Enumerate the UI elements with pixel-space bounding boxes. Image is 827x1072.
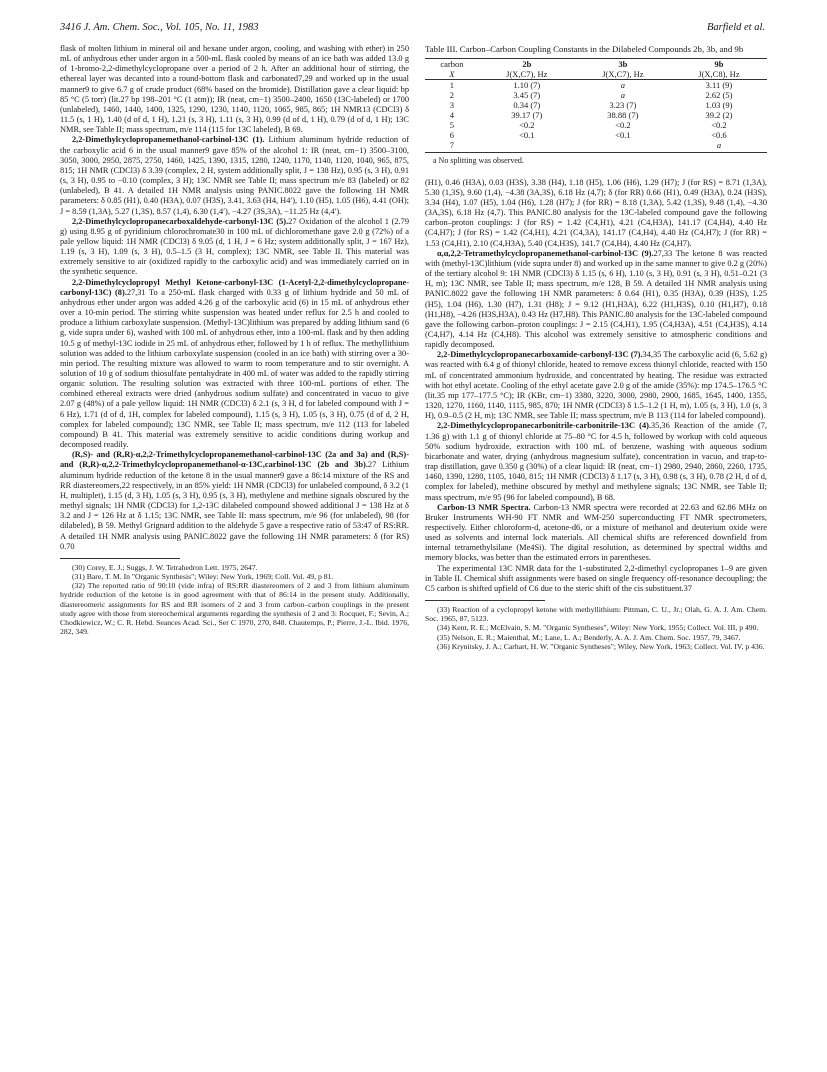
- table-header-cell: J(X,C8), Hz: [671, 69, 767, 80]
- paragraph-text: 27 Oxidation of the alcohol 1 (2.79 g) using 8.95 g of pyridinium chlorochromate30 in 100 mL of dichloromethane gave 2.0 g (72%) of a pale yellow liquid: 1H NMR (CDCl3) δ 9.05 (d, 1 H, J = 6 Hz; system additionally split, J = 167 Hz), 1.19 (s, 3 H), 1.09 (s, 3 H), 0.5–1.5 (3 H, complex); 13C NMR, see Table II. This material was extremely sensitive to air (oxidized rapidly to the carboxylic acid) and was immediately carried on in the synthetic sequence.: [60, 216, 409, 277]
- paragraph: [425, 421, 767, 502]
- table-cell: 38.88 (7): [607, 109, 639, 120]
- table-header-cell: 9b: [671, 58, 767, 69]
- table-cell: a: [620, 79, 625, 90]
- footnote-divider: [425, 600, 545, 601]
- section-heading: 2,2-Dimethylcyclopropyl Methyl Ketone-carbonyl-13C (1-Acetyl-2,2-dimethylcyclopropane-carbonyl-13C) (8).: [60, 277, 409, 297]
- table-cell: a: [620, 89, 625, 100]
- table-row: [425, 100, 767, 110]
- footnote-divider: [60, 558, 180, 559]
- table-cell: 1.10 (7): [513, 79, 541, 90]
- section-heading: 2,2-Dimethylcyclopropanecarbonitrile-carbonitrile-13C (4).: [437, 421, 651, 431]
- paragraph: [425, 178, 767, 249]
- section-heading: α,α,2,2-Tetramethylcyclopropanemethanol-carbinol-13C (9).: [437, 248, 654, 258]
- section-heading: 2,2-Dimethylcyclopropanecarboxaldehyde-carbonyl-13C (5).: [72, 216, 289, 226]
- paragraph: [60, 217, 409, 278]
- table-cell: 3.23 (7): [609, 99, 637, 110]
- table-row: [425, 79, 767, 90]
- paragraph: [425, 350, 767, 421]
- table-cell: <0.6: [711, 129, 727, 140]
- table-cell: 1.03 (9): [705, 99, 733, 110]
- table-cell: <0.1: [615, 129, 631, 140]
- table-cell: 2.62 (5): [705, 89, 733, 100]
- paragraph: [60, 278, 409, 451]
- table-cell: 3.11 (9): [705, 79, 733, 90]
- table-cell: 1: [449, 79, 455, 90]
- table-cell: 4: [449, 109, 455, 120]
- footnote: (33) Reaction of a cyclopropyl ketone with methyllithium: Pittman, C. U., Jr.; Olah, G. A. J. Am. Chem. Soc. 1965, 87, 5123.: [425, 605, 767, 624]
- table-header-row: [425, 58, 767, 69]
- table-cell: <0.2: [519, 119, 535, 130]
- footnote: (34) Kent, R. E.; McElvain, S. M. "Organic Syntheses", Wiley: New York, 1955; Collect. Vol. III, p 490.: [437, 623, 759, 633]
- paragraph: [60, 44, 409, 135]
- footnote: (32) The reported ratio of 90:10 (vide infra) of RS:RR diastereomers of 2 and 3 from lithium aluminum hydride reduction of the ketone is in good agreement with that of 86:14 in the present study. Additionally, diastereomeric assignments for RS and RR isomers of 2 and 3 from carbon–carbon couplings in the present study agree with those from stereochemical arguments regarding the synthesis of 2 and 3: Rocquet, F.; Sevin, A.; Chodkiewicz, W.; C. R. Hebd. Seances Acad. Sci., Ser C 1970, 270, 848. Chautemps, P.; Pierre, J.-L. Ibid. 1976, 282, 349.: [60, 581, 409, 637]
- table-header-row: [425, 69, 767, 80]
- table-cell: <0.2: [615, 119, 631, 130]
- paragraph-text: flask of molten lithium in mineral oil and hexane under argon, cooling, and washing with ether) in 250 mL of anhydrous ether under argon in a 500-mL flask cooled by means of an ice bath was added 13.0 g of 1-bromo-2,2-dimethylcyclopropane over a period of 2 h. After an additional hour of stirring, the ethereal layer was decanted into a round-bottom flask and carbonated7,29 and worked up in the usual manner9 to give 6.7 g of crude product (68% based on the bromide). Distillation gave a clear liquid: bp 85 °C (5 torr) (lit.27 bp 198–201 °C (1 atm)); IR (neat, cm−1) 3500–2400, 1650 (13C-labeled) or 1700 (unlabeled), 1460, 1440, 1400, 1325, 1290, 1230, 1140, 1120, 1065, 985, 865; 1H NMR13 (CDCl3) δ 11.5 (s, 1 H), 1.40 (d of d, 1 H), 1.21 (s, 3 H), 1.11 (s, 3 H), 0.99 (d of d, 1 H), 0.79 (d of d, 1 H); 13C NMR, see Table II; mass spectrum, m/e 114 (115 for 13C labeled), B 69.: [60, 44, 409, 135]
- paragraph-text: 34,35 The carboxylic acid (6, 5.62 g) was reacted with 6.4 g of thionyl chloride, heated to remove excess thionyl chloride, reacted with 150 mL of concentrated ammonium hydroxide, and concentrated by heating. The residue was extracted with hot ethyl acetate. Cooling of the ethyl acetate gave 2.0 g of the amide (35%): mp 174.5–176.5 °C (lit.35 mp 177–177.5 °C); IR (KBr, cm−1) 3380, 3220, 3000, 2980, 2900, 1685, 1645, 1400, 1355, 1320, 1270, 1160, 1140, 1115, 985, 870; 1H NMR (CDCl3) δ 1.5–1.2 (1 H, m), 1.05 (s, 3 H), 1.0 (s, 3 H), 0.9–0.5 (2 H, m); 13C NMR, see Table II; mass spectrum, m/e B 113 (114 for labeled compound).: [425, 350, 767, 421]
- table-header-cell: carbon: [425, 58, 479, 69]
- paragraph-text: Lithium aluminum hydride reduction of the carboxylic acid 6 in the usual manner9 gave 85% of the alcohol 1: IR (neat, cm−1) 3500–3100, 3050, 3000, 2950, 2875, 2750, 1460, 1425, 1390, 1315, 1280, 1240, 1170, 1140, 1120, 1040, 965, 875, 815; 1H NMR (CDCl3) δ 3.39 (complex, 2 H, system additionally split, J = 138 Hz), 0.95 (s, 3 H), 0.91 (s, 3 H), 0.95 to −0.10 (complex, 3 H); 13C NMR see Table II; mass spectrum m/e 83 (labeled) or 82 (unlabeled), B 41. A detailed 1H NMR analysis using PANIC.8022 gave the following 1H NMR parameters: δ 0.85 (H1), 0.40 (H3A), 0.07 (H3S), 3.41, 3.63 (H4, H4′), 1.10 (H5), 1.05 (H6), 4.41 (OH); J = 8.59 (1,3A), 5.27 (1,3S), 8.57 (1,4), 6.30 (1,4′), −4.27 (3S,3A), −11.25 Hz (4,4′).: [60, 135, 410, 216]
- table-row: [425, 130, 767, 140]
- table-header-cell: 3b: [575, 58, 671, 69]
- section-heading: 2,2-Dimethylcyclopropanecarboxamide-carbonyl-13C (7).: [437, 350, 643, 360]
- section-heading: (R,S)- and (R,R)-α,2,2-Trimethylcyclopropanemethanol-carbinol-13C (2a and 3a) and (R,S)- and (R,R)-α,2,2-Trimethylcyclopropanemethanol-α-13C,carbinol-13C (2b and 3b).: [60, 450, 409, 470]
- table-cell: 6: [449, 129, 455, 140]
- paragraph: [60, 450, 409, 552]
- table-caption: Table III. Carbon–Carbon Coupling Constants in the Dilabeled Compounds 2b, 3b, and 9b: [425, 44, 744, 54]
- table-header-cell: J(X,C7), Hz: [479, 69, 575, 80]
- paragraph: [425, 564, 767, 594]
- table-row: [425, 110, 767, 120]
- paragraph: [60, 135, 409, 216]
- footnote: (36) Krynitsky, J. A.; Carhart, H. W. "Organic Syntheses"; Wiley, New York, 1963; Collect. Vol. IV, p 436.: [437, 641, 765, 651]
- table-cell: 39.2 (2): [705, 109, 733, 120]
- left-column: [60, 44, 409, 636]
- table-cell: a: [671, 140, 767, 153]
- running-header-right: Barfield et al.: [706, 22, 765, 33]
- spacer: [425, 166, 767, 178]
- table-row: [425, 90, 767, 100]
- paragraph-text: 27,33 The ketone 8 was reacted with (methyl-13C)lithium (vide supra under 8) and worked up in the same manner to give 0.2 g (20%) of the tertiary alcohol 9: 1H NMR (CDCl3) δ 1.15 (s, 6 H), 1.10 (s, 3 H), 0.91 (s, 3 H), 0.51–0.21 (3 H, m); 13C NMR, see Table II; mass spectrum, m/e 128, B 59. A detailed 1H NMR analysis using PANIC.8022 gave the following 1H NMR parameters: δ 0.64 (H1), 0.35 (H3A), 0.39 (H3S), 1.25 (H5), 1.04 (H6), 1.30 (H7), 1.31 (H8); J = 9.12 (H1,H3A), 6.22 (H1,H3S), 0.10 (H1,H7), 0.18 (H1,H8), −4.26 (H3S,H3A), 0.43 Hz (H7,H8). This PANIC.80 analysis for the 13C-labeled compound gave the following carbon–proton couplings: J = 2.15 (C4,H1), 1.95 (C4,H3A), 4.51 (C4,H3S), 4.14 (C4,H7), 4.14 Hz (C4,H8). This alcohol was extremely sensitive to atmospheric conditions and rapidly decomposed.: [425, 248, 767, 350]
- table-cell: <0.1: [519, 129, 535, 140]
- paragraph: [425, 503, 767, 564]
- running-header-left: 3416 J. Am. Chem. Soc., Vol. 105, No. 11, 1983: [60, 22, 259, 33]
- coupling-constants-table: [425, 58, 767, 153]
- table-cell: 39.17 (7): [511, 109, 543, 120]
- footnote: (35) Nelson, E. R.; Maienthal, M.; Lane, L. A.; Benderly, A. A. J. Am. Chem. Soc. 1957, 79, 3467.: [437, 632, 741, 642]
- table-cell: 5: [449, 119, 455, 130]
- footnote: (31) Bare, T. M. In "Organic Synthesis"; Wiley: New York, 1969; Coll. Vol. 49, p 81.: [72, 572, 334, 582]
- table-cell: <0.2: [711, 119, 727, 130]
- footnote: (30) Corey, E. J.; Suggs, J. W. Tetrahedron Lett. 1975, 2647.: [72, 562, 258, 572]
- paragraph-text: 27,31 To a 250-mL flask charged with 0.33 g of lithium hydride and 50 mL of anhydrous ether under argon was added 4.26 g of the carboxylic acid (6) in 15 mL of anhydrous ether over a 10-min period. The stirring white suspension was heated under reflux for 2.5 h and cooled to produce a lithium carboxylate suspension. (Methyl-13C)lithium was prepared by adding lithium sand (6 g, vide supra under 6), washed with 100 mL of anhydrous ether, into a 100-mL flask and by then adding 10.5 g of methyl-13C iodide in 25 mL of anhydrous ether, followed by 1 h of reflux. The methyllithium solution was added to the lithium carboxylate suspension (cooled in an ice bath) with stirring over a 30-min period. The resulting mixture was allowed to warm to room temperature and to stir overnight. A solution of 10 g of sodium thiosulfate pentahydrate in 400 mL of water was added to the rapidly stirring organic solution. The resulting solution was extracted with three 100-mL portions of ether. The combined ethereal extracts were dried (anhydrous sodium sulfate) and concentrated in vacuo to give 2.07 g (48%) of a pale yellow liquid: 1H NMR (CDCl3) δ 2.1 (s, 3 H, d for labeled compound with J = 6 Hz), 1.71 (d of d, 1H, complex for labeled compound), 1.15 (s, 3 H), 1.05 (s, 3 H), 0.75 (d of d, 2 H, complex for labeled compound); 13C NMR, see Table II; mass spectrum, m/e 112 (113 for labeled compound) B 41. This material was extremely sensitive to acidic conditions during workup and decomposed readily.: [60, 287, 409, 450]
- paragraph-text: Carbon-13 NMR spectra were recorded at 22.63 and 62.86 MHz on Bruker Instruments WH-90 FT NMR and WM-250 superconducting FT NMR spectrometers, respectively. Either chloroform-d, acetone-d6, or a mixture of methanol and deuterium oxide were used as solvents and internal lock materials. All chemical shifts are referenced downfield from internal tetramethylsilane (Me4Si). The digital resolution, as determined by spectral widths and memory blocks, was better than the estimated errors in parentheses.: [425, 502, 767, 563]
- table-cell: [479, 140, 575, 153]
- paragraph: [425, 249, 767, 351]
- table-footnote: a No splitting was observed.: [433, 155, 524, 165]
- table-row: [425, 120, 767, 130]
- paragraph-text: The experimental 13C NMR data for the 1-substituted 2,2-dimethyl cyclopropanes 1–9 are given in Table II. Chemical shift assignments were based on single frequency off-resonance decoupling; the C5 carbon is shifted upfield of C6 due to the steric shift of the cis substituent.37: [425, 563, 767, 593]
- right-column: [425, 44, 767, 651]
- table-cell: 3: [449, 99, 455, 110]
- paragraph-text: (H1), 0.46 (H3A), 0.03 (H3S), 3.38 (H4), 1.18 (H5), 1.06 (H6), 1.29 (H7); J (for RS) = 8.71 (1,3A), 5.30 (1,3S), 9.60 (1,4), −4.38 (3A,3S), 6.18 Hz (4,7); δ (for RR) 0.66 (H1), 0.49 (H3A), 0.24 (H3S), 3.34 (H4), 1.07 (H5), 1.04 (H6), 1.28 (H7); J (for RR) = 8.18 (1,3A), 5.42 (1,3S), 9.48 (1,4), −4.30 (3A,3S), 6.18 Hz (4,7). This PANIC.80 analysis for the 13C-labeled compound gave the following carbon–proton couplings: J (for RS) = 1.42 (C4,H1), 4.21 (C4,H3A), 141.17 (C4,H4), 4.40 Hz (C4,H7); J (for RS) = 1.42 (C4,H1), 4.21 (C4,3A), 141.17 (C4,H4), 4.40 Hz (C4,H7); J (for RR) = 1.53 (C4,H1), 2.10 (C4,H3A), 5.40 (C4,H3S), 141.7 (C4,H4), 4.40 Hz (C4,H7).: [425, 177, 767, 248]
- table-header-cell: X: [425, 69, 479, 80]
- table-row: [425, 140, 767, 153]
- table-cell: 3.45 (7): [513, 89, 541, 100]
- table-cell: 7: [425, 140, 479, 153]
- table-cell: 2: [449, 89, 455, 100]
- paragraph-text: 27 Lithium aluminum hydride reduction of the ketone 8 in the usual manner9 gave a 86:14 mixture of the RS and RR diastereomers,22 respectively, in an 85% yield: 1H NMR (CDCl3) for unlabeled compound, δ 3.2 (1 H, multiplet), 1.15 (d, 3 H), 1.05 (s, 3 H), 0.95 (s, 3 H), methylene and methine signals obscured by the methyl signals; 1H NMR (CDCl3) for 1,2-13C dilabeled compound showed additional J = 138 Hz at δ 3.2 and J = 126 Hz at δ 1.15; 13C NMR, see Table II: mass spectrum, m/e 96 (for unlabeled), 98 (for dilabeled), B 59. Methyl Grignard addition to the aldehyde 5 gave a respective ratio of 53:47 of RS:RR. A detailed 1H NMR analysis using PANIC.8022 gave the following 1H NMR parameters: δ (for RS) 0.70: [60, 460, 409, 551]
- table-header-cell: J(X,C7), Hz: [575, 69, 671, 80]
- section-heading: Carbon-13 NMR Spectra.: [437, 502, 531, 512]
- table-cell: 0.34 (7): [513, 99, 541, 110]
- table-cell: [575, 140, 671, 153]
- table-header-cell: 2b: [479, 58, 575, 69]
- section-heading: 2,2-Dimethylcyclopropanemethanol-carbinol-13C (1).: [72, 135, 265, 145]
- paragraph-text: 35,36 Reaction of the amide (7, 1.36 g) with 1.1 g of thionyl chloride at 75–80 °C for 4.5 h, followed by workup with cold aqueous 50% sodium hydroxide, extraction with 100 mL of benzene, washing with aqueous sodium bicarbonate and water, drying (anhydrous magnesium sulfate), concentration in vacuo, and trap-to-trap distillation, gave 0.350 g (30%) of a clear liquid: IR (neat, cm−1) 2980, 2940, 2860, 2260, 1735, 1460, 1390, 1280, 1105, 1040, 815; 1H NMR (CDCl3) δ 1.17 (s, 3 H), 0.98 (s, 3 H), 0.78 (2 H, d of d, complex for labeled), methine obscured by methyl and methylene signals; 13C NMR, see Table II; mass spectrum, m/e 95 (96 for labeled compound), B 68.: [425, 421, 767, 502]
